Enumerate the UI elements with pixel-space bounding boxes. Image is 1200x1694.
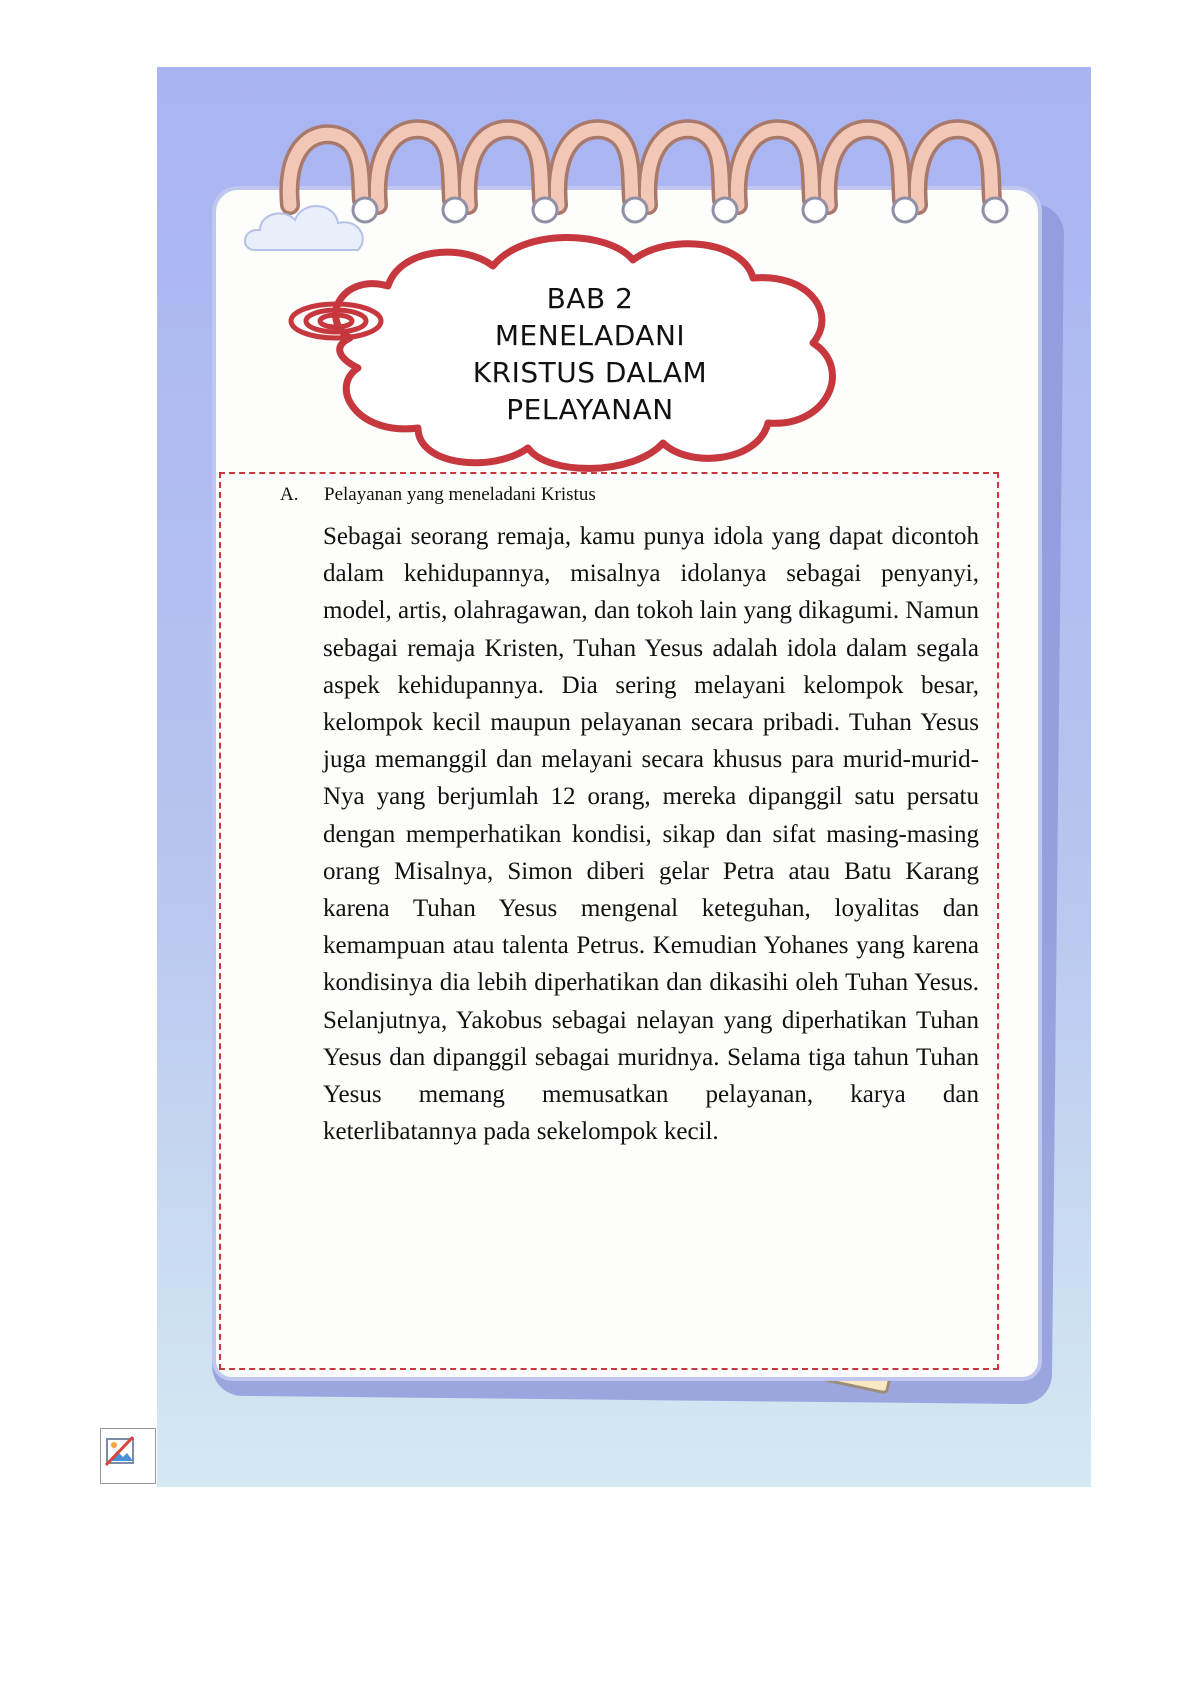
section-heading [280,484,596,506]
title-line-4: PELAYANAN [506,393,674,426]
title-line-1: BAB 2 [546,282,634,315]
title-line-2: MENELADANI [494,319,686,352]
broken-image-icon [103,1431,143,1471]
chapter-title [440,280,740,428]
title-line-3: KRISTUS DALAM [472,356,708,389]
broken-image-placeholder [100,1428,156,1484]
section-heading-text: Pelayanan yang meneladani Kristus [324,484,596,505]
section-marker: A. [280,484,299,505]
section-body-text: Sebagai seorang remaja, kamu punya idola yang dapat dicontoh dalam kehidupannya, misalnya idolanya sebagai penyanyi, model, artis, olahragawan, dan tokoh lain yang dikagumi. Namun sebagai remaja Kristen, Tuhan Yesus adalah idola dalam segala aspek kehidupannya. Dia sering melayani kelompok besar, kelompok kecil maupun pelayanan secara pribadi. Tuhan Yesus juga memanggil dan melayani secara khusus para murid-murid-Nya yang berjumlah 12 orang, mereka dipanggil satu persatu dengan memperhatikan kondisi, sikap dan sifat masing-masing orang Misalnya, Simon diberi gelar Petra atau Batu Karang karena Tuhan Yesus mengenal keteguhan, loyalitas dan kemampuan atau talenta Petrus. Kemudian Yohanes yang karena kondisinya dia lebih diperhatikan dan dikasihi oleh Tuhan Yesus. Selanjutnya, Yakobus sebagai nelayan yang diperhatikan Tuhan Yesus dan dipanggil sebagai muridnya. Selama tiga tahun Tuhan Yesus memang memusatkan pelayanan, karya dan keterlibatannya pada sekelompok kecil. [323,523,979,1146]
